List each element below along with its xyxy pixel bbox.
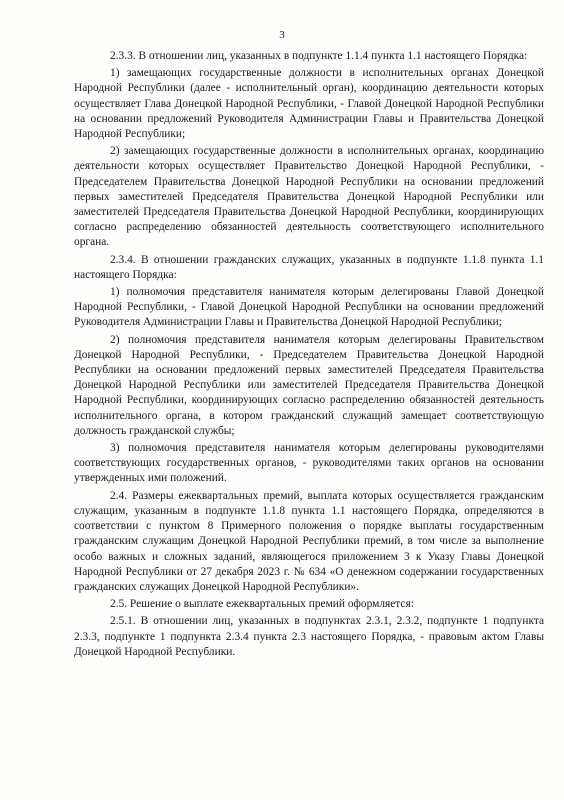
paragraph-2-3-3-item-1: 1) замещающих государственные должности в исполнительных органах Донецкой Народной Республики (далее - исполнительный орган), координацию деятельности которых осуществляет Глава Донецкой Народной Республики, - Главой Донецкой Народной Республики на основании предложений Руководителя Администрации Главы и Правительства Донецкой Народной Республики;: [74, 67, 544, 141]
paragraph-2-5: 2.5. Решение о выплате ежеквартальных премий оформляется:: [110, 598, 414, 611]
paragraph-2-3-3: 2.3.3. В отношении лиц, указанных в подпункте 1.1.4 пункта 1.1 настоящего Порядка:: [110, 50, 528, 62]
paragraph-2-3-4-item-1: 1) полномочия представителя нанимателя которым делегированы Главой Донецкой Народной Республики, - Главой Донецкой Народной Республики на основании предложений Руководителя Администрации Главы и Правительства Донецкой Народной Республики;: [74, 286, 544, 329]
page-number: 3: [279, 29, 285, 41]
document-body: [74, 49, 544, 660]
paragraph-2-4: 2.4. Размеры ежеквартальных премий, выплата которых осуществляется гражданским служащим, указанным в подпункте 1.1.8 пункта 1.1 настоящего Порядка, определяются в соответствии с пунктом 8 Примерного положения о порядке выплаты государственным гражданским служащим Донецкой Народной Республики премий, в том числе за выполнение особо важных и сложных заданий, являющегося приложением 3 к Указу Главы Донецкой Народной Республики от 27 декабря 2023 г. № 634 «О денежном содержании государственных гражданских служащих Донецкой Народной Республики».: [74, 489, 544, 593]
paragraph-2-3-4-item-2: 2) полномочия представителя нанимателя которым делегированы Правительством Донецкой Народной Республики, - Председателем Правительства Донецкой Народной Республики на основании предложений первых заместителей Председателя Правительства Донецкой Народной Республики или заместителей Председателя Правительства Донецкой Народной Республики, координирующих согласно распределению обязанностей деятельность исполнительного органа, в котором гражданский служащий замещает соответствующую должность гражданской службы;: [74, 333, 544, 437]
paragraph-2-3-4-item-3: 3) полномочия представителя нанимателя которым делегированы руководителями соответствующих государственных органов, - руководителями таких органов на основании утвержденных ими положений.: [74, 442, 544, 485]
paragraph-2-5-1: 2.5.1. В отношении лиц, указанных в подпунктах 2.3.1, 2.3.2, подпункте 1 подпункта 2.3.3, подпункте 1 подпункта 2.3.4 пункта 2.3 настоящего Порядка, - правовым актом Главы Донецкой Народной Республики.: [74, 615, 544, 658]
paragraph-2-3-3-item-2: 2) замещающих государственные должности в исполнительных органах, координацию деятельности которых осуществляет Правительство Донецкой Народной Республики, - Председателем Правительства Донецкой Народной Республики на основании предложений первых заместителей Председателя Правительства Донецкой Народной Республики или заместителей Председателя Правительства Донецкой Народной Республики, координирующих согласно распределению обязанностей деятельность соответствующего исполнительного органа.: [74, 145, 544, 249]
paragraph-2-3-4: 2.3.4. В отношении гражданских служащих, указанных в подпункте 1.1.8 пункта 1.1 настоящего Порядка:: [74, 253, 544, 281]
